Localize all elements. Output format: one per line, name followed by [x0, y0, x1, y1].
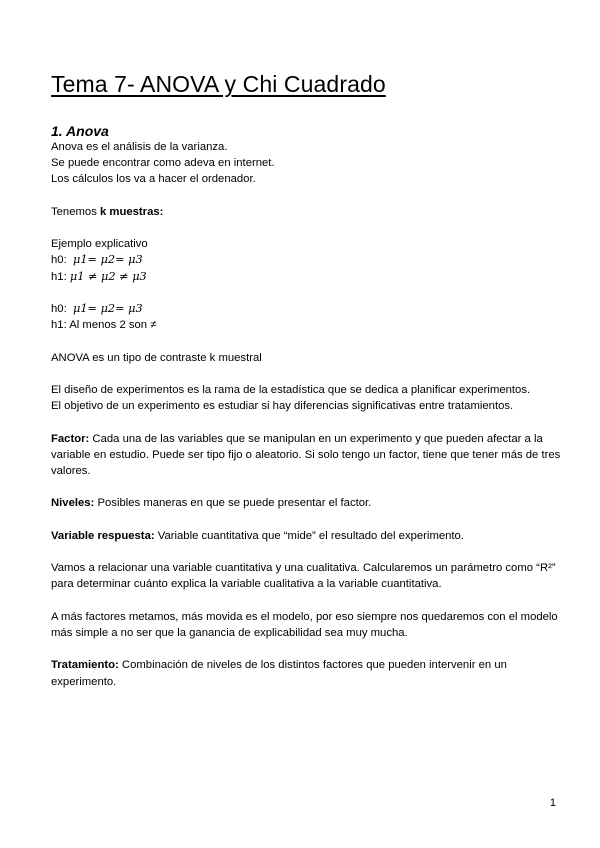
- example-h0: [51, 252, 561, 268]
- h0-equation-2: μ1= μ2= μ3: [73, 301, 143, 315]
- intro-line-3: Los cálculos los va a hacer el ordenador.: [51, 173, 256, 186]
- k-muestras-bold: k muestras:: [99, 205, 164, 218]
- h0-equation: μ1= μ2= μ3: [73, 253, 143, 267]
- factor-term: Factor:: [51, 432, 90, 445]
- example2-h1: h1: Al menos 2 son ≠: [51, 319, 157, 332]
- h0-label-2: h0:: [51, 302, 67, 315]
- objetivo-paragraph: El objetivo de un experimento es estudiar si hay diferencias significativas entre tratamientos.: [51, 400, 514, 413]
- variable-respuesta-definition: [51, 528, 561, 544]
- example2-h0: [51, 301, 561, 317]
- h1-equation: μ1 ≠ μ2 ≠ μ3: [69, 269, 147, 283]
- example-h1: [51, 269, 561, 285]
- niveles-text: Posibles maneras en que se puede presentar el factor.: [94, 497, 372, 510]
- intro-line-2: Se puede encontrar como adeva en internet.: [51, 157, 275, 170]
- h1-label: h1:: [51, 270, 67, 283]
- tratamiento-term: Tratamiento:: [51, 659, 119, 672]
- document-body: [51, 139, 561, 690]
- page-title: Tema 7- ANOVA y Chi Cuadrado: [51, 71, 386, 97]
- niveles-term: Niveles:: [51, 497, 95, 510]
- diseno-paragraph: El diseño de experimentos es la rama de la estadística que se dedica a planificar experimentos.: [51, 383, 531, 396]
- variable-respuesta-text: Variable cuantitativa que “mide” el resultado del experimento.: [154, 529, 464, 542]
- page-number: 1: [549, 797, 556, 809]
- k-muestras-line: [51, 204, 561, 220]
- tratamiento-definition: [51, 657, 561, 689]
- factor-text: Cada una de las variables que se manipulan en un experimento y que pueden afectar a la variable en estudio. Puede ser tipo fijo o aleatorio. Si solo tengo un factor, tiene que tener más de tres valores.: [51, 432, 561, 477]
- intro-line-1: Anova es el análisis de la varianza.: [51, 141, 228, 153]
- factores-paragraph: A más factores metamos, más movida es el modelo, por eso siempre nos quedaremos con el modelo más simple a no ser que la ganancia de explicabilidad sea muy mucha.: [51, 610, 558, 639]
- h0-label: h0:: [51, 254, 67, 267]
- anova-line: ANOVA es un tipo de contraste k muestral: [51, 351, 262, 364]
- section-heading: 1. Anova: [51, 123, 109, 139]
- variable-respuesta-term: Variable respuesta:: [51, 529, 155, 542]
- example-heading: Ejemplo explicativo: [51, 238, 148, 251]
- relacionar-paragraph: Vamos a relacionar una variable cuantitativa y una cualitativa. Calcularemos un parámetro como “R²” para determinar cuánto explica la variable cualitativa a la variable cuantitativa.: [51, 562, 556, 591]
- k-muestras-prefix: Tenemos: [51, 205, 100, 218]
- factor-definition: [51, 431, 561, 480]
- niveles-definition: [51, 495, 561, 511]
- tratamiento-text: Combinación de niveles de los distintos factores que pueden intervenir en un experimento.: [51, 659, 507, 688]
